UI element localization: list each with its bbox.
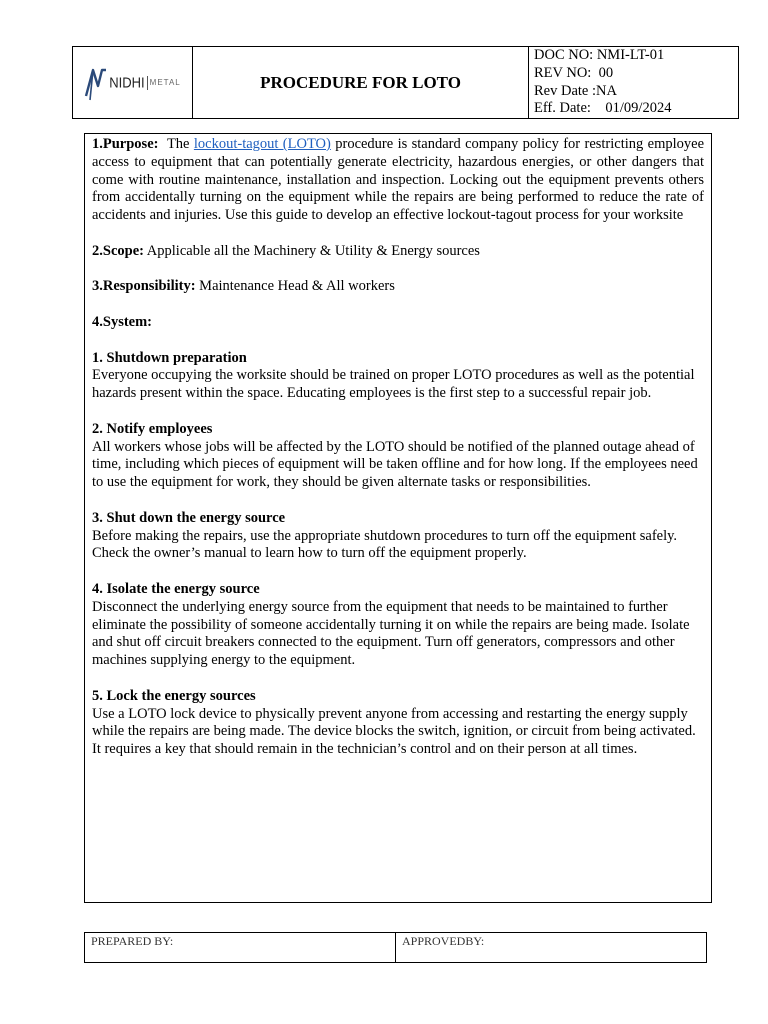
procedure-body [84,133,712,903]
title-cell [193,47,529,118]
step-body: Use a LOTO lock device to physically prevent anyone from accessing and restarting the energy supply while the repairs are being made. The device blocks the switch, ignition, or circuit from being activated. It requires a key that should remain in the technician’s control and on their person at all times. [92,705,696,758]
logo-sub-text: METAL [149,78,181,87]
logo-mark-icon [84,64,108,102]
step-heading: 4. Isolate the energy source [92,580,260,597]
responsibility-label: 3.Responsibility: [92,278,196,295]
scope-section [92,243,704,261]
responsibility-text: Maintenance Head & All workers [199,278,395,295]
loto-link[interactable]: lockout-tagout (LOTO) [193,136,331,152]
doc-number: DOC NO: NMI-LT-01 [534,47,665,63]
document-title: PROCEDURE FOR LOTO [260,72,461,92]
purpose-section [92,136,704,225]
revision-date: Rev Date :NA [534,82,617,99]
step-heading: 3. Shut down the energy source [92,509,286,526]
step-heading: 5. Lock the energy sources [92,687,256,704]
signature-table [84,932,707,963]
logo-main-text: NIDHI [109,73,145,92]
revision-number: REV NO: 00 [534,64,614,81]
responsibility-section [92,278,704,296]
step-body: All workers whose jobs will be affected by the LOTO should be notified of the planned outage ahead of time, including which pieces of equipment will be taken offline and for how long. If the employees need to use the equipment for work, they should be given alternate tasks or responsibilities. [92,438,698,491]
effective-date: Eff. Date: 01/09/2024 [534,100,672,117]
purpose-label: 1.Purpose: [92,136,159,152]
step-body: Disconnect the underlying energy source from the equipment that needs to be maintained to further eliminate the possibility of someone accidentally turning it on while the repairs are being made. Isolate and shut off circuit breakers connected to the equipment. Turn off generators, compressors and other machines supplying energy to the equipment. [92,598,690,669]
system-label: 4.System: [92,313,153,330]
scope-text: Applicable all the Machinery & Utility & Energy sources [146,242,480,259]
document-meta [529,47,738,118]
approved-by-cell: APPROVEDBY: [402,934,485,948]
purpose-prefix: The [166,136,190,152]
step-body: Before making the repairs, use the appropriate shutdown procedures to turn off the equipment safely. Check the owner’s manual to learn how to turn off the equipment properly. [92,527,678,562]
document-header [72,46,739,119]
prepared-by-cell: PREPARED BY: [85,933,396,962]
step-heading: 1. Shutdown preparation [92,349,247,366]
step-heading: 2. Notify employees [92,420,213,437]
logo-cell [73,47,193,118]
scope-label: 2.Scope: [92,242,144,259]
logo-separator [147,76,148,90]
step-body: Everyone occupying the worksite should be trained on proper LOTO procedures as well as the potential hazards present within the space. Educating employees is the first step to a successful repair job. [92,367,695,402]
company-logo [84,64,180,102]
purpose-text: procedure is standard company policy for restricting employee access to equipment that can potentially generate electricity, hazardous energies, or other dangers that come with routine maintenance, installation and inspection. Locking out the equipment prevents others from accidentally turning on the equipment while the repairs are being performed to reduce the rate of accidents and injuries. Use this guide to develop an effective lockout-tagout process for your worksite [92,136,705,224]
